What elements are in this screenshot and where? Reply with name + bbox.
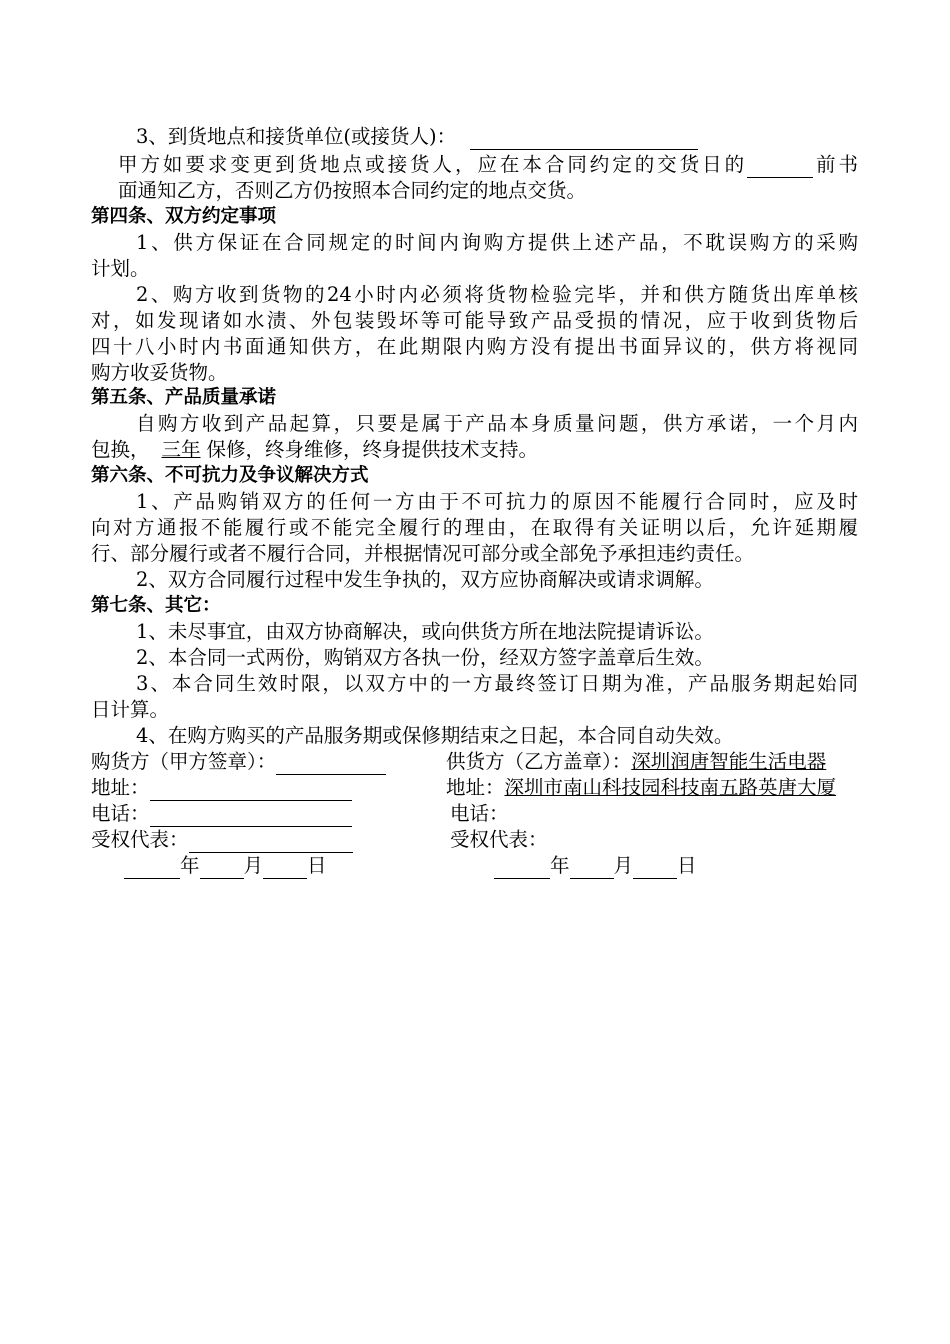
section-4-p1-line-2: 计划。 <box>91 257 150 280</box>
supplier-signature-line: 供货方（乙方盖章）：深圳润唐智能生活电器 <box>446 750 827 773</box>
supplier-representative-line: 受权代表： <box>450 828 548 851</box>
section-7-p3-line-1: 3、本合同生效时限，以双方中的一方最终签订日期为准，产品服务期起始同 <box>136 672 858 695</box>
section-5-line-2: 包换， 三年 保修，终身维修，终身提供技术支持。 <box>91 438 539 461</box>
section-6-p1-line-1: 1、产品购销双方的任何一方由于不可抗力的原因不能履行合同时，应及时 <box>136 490 858 513</box>
supplier-address: 深圳市南山科技园科技南五路英唐大厦 <box>504 776 837 799</box>
change-notice-line-1: 甲方如要求变更到货地点或接货人，应在本合同约定的交货日的 前书 <box>118 153 858 176</box>
section-7-p3-line-2: 日计算。 <box>91 698 170 721</box>
supplier-name: 深圳润唐智能生活电器 <box>631 750 827 773</box>
supplier-date-line: 年 月 日 <box>494 853 697 879</box>
section-7-heading: 第七条、其它： <box>91 595 221 616</box>
buyer-year-blank <box>124 858 180 879</box>
section-6-p1-line-3: 行、部分履行或者不履行合同，并根据情况可部分或全部免予承担违约责任。 <box>91 542 755 565</box>
buyer-signature-line: 购货方（甲方签章）： <box>91 749 386 775</box>
section-4-p2-line-2: 对，如发现诸如水渍、外包装毁坏等可能导致产品受损的情况，应于收到货物后 <box>91 309 858 332</box>
buyer-address-line: 地址： <box>91 775 352 801</box>
buyer-representative-blank <box>189 832 353 853</box>
supplier-address-line: 地址：深圳市南山科技园科技南五路英唐大厦 <box>446 776 837 799</box>
section-7-p2: 2、本合同一式两份，购销双方各执一份，经双方签字盖章后生效。 <box>136 646 714 669</box>
notice-days-blank <box>747 157 813 178</box>
section-4-p2-line-1: 2、购方收到货物的24小时内必须将货物检验完毕，并和供方随货出库单核 <box>136 283 858 306</box>
buyer-signature-blank <box>276 754 386 775</box>
buyer-day-blank <box>263 858 307 879</box>
buyer-phone-line: 电话： <box>91 801 352 827</box>
change-notice-line-2: 面通知乙方，否则乙方仍按照本合同约定的地点交货。 <box>118 179 587 202</box>
section-6-heading: 第六条、不可抗力及争议解决方式 <box>91 465 369 486</box>
section-7-p1: 1、未尽事宜，由双方协商解决，或向供货方所在地法院提请诉讼。 <box>136 620 714 643</box>
supplier-year-blank <box>494 858 550 879</box>
section-5-heading: 第五条、产品质量承诺 <box>91 387 277 408</box>
section-4-heading: 第四条、双方约定事项 <box>91 206 277 227</box>
buyer-address-blank <box>150 780 352 801</box>
section-6-p2: 2、双方合同履行过程中发生争执的，双方应协商解决或请求调解。 <box>136 568 714 591</box>
delivery-location-label: 3、到货地点和接货单位(或接货人)： <box>136 125 457 148</box>
section-4-p2-line-4: 购方收妥货物。 <box>91 361 228 384</box>
buyer-date-line: 年 月 日 <box>124 853 327 879</box>
section-5-line-1: 自购方收到产品起算，只要是属于产品本身质量问题，供方承诺，一个月内 <box>136 412 858 435</box>
supplier-phone-line: 电话： <box>450 802 509 825</box>
section-6-p1-line-2: 向对方通报不能履行或不能完全履行的理由，在取得有关证明以后，允许延期履 <box>91 516 858 539</box>
buyer-phone-blank <box>150 806 352 827</box>
section-4-p2-line-3: 四十八小时内书面通知供方，在此期限内购方没有提出书面异议的，供方将视同 <box>91 335 858 358</box>
delivery-location-line <box>136 124 698 150</box>
buyer-representative-line: 受权代表： <box>91 827 353 853</box>
section-7-p4: 4、在购方购买的产品服务期或保修期结束之日起，本合同自动失效。 <box>136 724 734 747</box>
supplier-month-blank <box>570 858 614 879</box>
buyer-month-blank <box>200 858 244 879</box>
warranty-period: 三年 <box>161 438 201 461</box>
supplier-day-blank <box>633 858 677 879</box>
delivery-location-blank <box>470 129 698 150</box>
section-4-p1-line-1: 1、供方保证在合同规定的时间内询购方提供上述产品，不耽误购方的采购 <box>136 231 858 254</box>
